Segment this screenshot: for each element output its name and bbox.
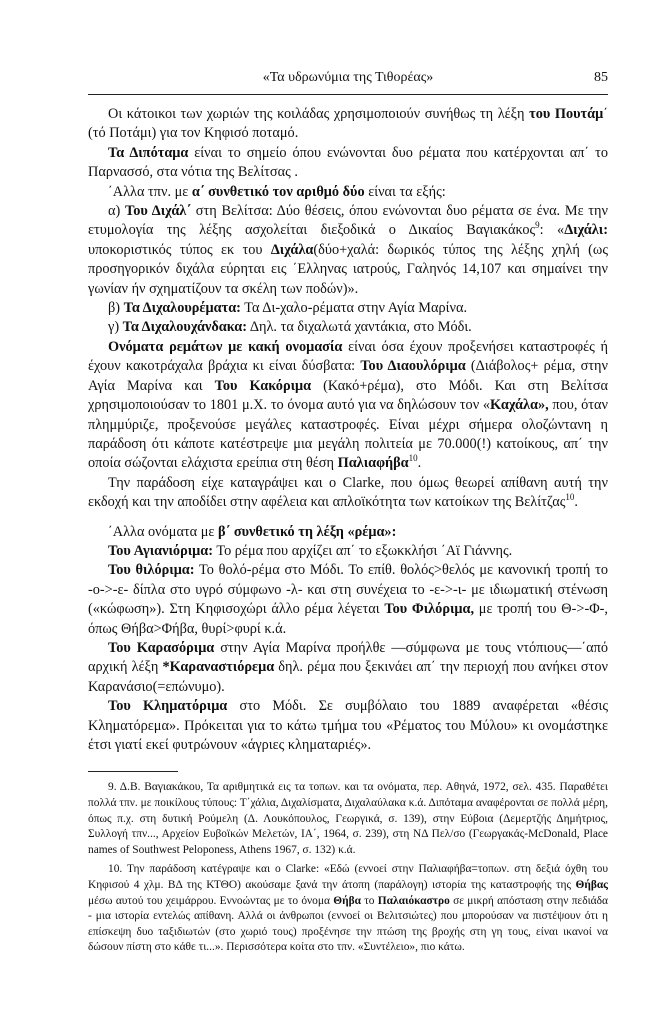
bold-term: Του Διχάλ΄	[124, 203, 192, 220]
bold-term: *Καραναστιόρεμα	[162, 659, 275, 676]
text-run: που, όταν πλημμύριζε, προξενούσε μεγάλες καταστροφές. Είναι μέχρι σήμερα ολοζώντανη η παράδοση ότι κάποτε κατέστρεψε μια μεγάλη πολιτεία με 70.000(!) κατοίκους, απ΄ την οποία σώζονται ελάχιστα ερείπια στη θέση	[88, 397, 608, 472]
paragraph	[88, 523, 608, 542]
text-run: γ)	[108, 319, 123, 336]
bold-term: β΄ συνθετικό τη λέξη «ρέμα»:	[217, 523, 397, 540]
bold-term: Ονόματα ρεμάτων με κακή ονομασία	[108, 338, 343, 355]
header-rule	[88, 94, 608, 95]
text-run: 9. Δ.Β. Βαγιακάκου, Τα αριθμητικά εις τα τοπων. και τα ονόματα, περ. Αθηνά, 1972, σελ. 435. Παραθέτει πολλά τπν. με ποικίλους τύπους: Τ΄χάλια, Διχαλίσματα, Διχαλαύλακα κ.ά. Διπόταμα αναφέρονται σε πολλά μέρη, όπως π.χ. στη δυτική Ρούμελη (Δ. Λουκόπουλος, Γεωργικά, σ. 139), στην Εύβοια (Δεμερτζής Δημήτριος, Συλλογή τπν..., Αρχείον Ευβοϊκών Μελετών, ΙΑ΄, 1964, σ. 239), στη ΝΔ Πελ/σο (Γεωργακάς-McDonald, Place names of Southwest Peloponess, Athens 1967, σ. 132) κ.ά.	[88, 781, 608, 856]
body-text	[88, 105, 608, 755]
paragraph	[88, 338, 608, 474]
text-run: ΄Αλλα ονόματα με	[108, 523, 218, 540]
paragraph	[88, 474, 608, 513]
bold-term: Του Καρασόριμα	[108, 639, 215, 656]
paragraph	[88, 183, 608, 202]
text-run: στη Βελίτσα: Δύο θέσεις, όπου ενώνονται δυο ρέματα σε ένα. Με την ετυμολογία της λέξης ασχολείται διεξοδικά ο Δικαίος Βαγιακάκος	[88, 203, 608, 239]
bold-term: του Πουτάμ	[529, 106, 604, 122]
running-head	[88, 70, 608, 92]
text-run: Το ρέμα που αρχίζει απ΄ το εξωκκλήσι ΄Αϊ Γιάννης.	[213, 542, 513, 559]
bold-term: Του Κληματόριμα	[108, 698, 228, 715]
text-run: .	[417, 455, 422, 472]
text-run: στο Μόδι. Σε συμβόλαιο του 1889 αναφέρεται «θέσις Κληματόρεμα». Πρόκειται για το κάτω τμήμα του «Ρέματος του Μύλου» κι ονομάστηκε έτσι γιατί εκεί φυτρώνουν «άγριες κληματαριές».	[88, 698, 608, 753]
paragraph	[88, 542, 608, 561]
page-number: 85	[594, 70, 608, 85]
text-run: είναι όσα έχουν προξενήσει καταστροφές ή έχουν κακοτράχαλα βράχια κι είναι δύσβατα:	[88, 338, 608, 375]
bold-term: Του Αγιανιόριμα:	[108, 542, 214, 559]
text-run: το	[360, 894, 378, 907]
text-run: Οι κάτοικοι των χωριών της κοιλάδας χρησιμοποιούν συνήθως τη λέξη	[108, 106, 530, 122]
bold-term: Του Διαουλόριμα	[360, 358, 466, 375]
text-run: στην Αγία Μαρίνα προήλθε —σύμφωνα με τους ντόπιους—΄από αρχική λέξη	[88, 639, 608, 676]
text-run: είναι το σημείο όπου ενώνονται δυο ρέματα που κατέρχονται απ΄ το Παρνασσό, στα νότια της Βελίτσας .	[88, 144, 608, 181]
text-run: ΄ (τό Ποτάμι) για τον Κηφισό ποταμό.	[88, 106, 608, 142]
paragraph	[88, 697, 608, 755]
page	[88, 70, 608, 960]
text-run: Τα Δι-χαλο-ρέματα στην Αγία Μαρίνα.	[240, 300, 468, 317]
running-head-title: «Τα υδρωνύμια της Τιθορέας»	[262, 70, 434, 85]
footnote-rule	[88, 771, 178, 772]
paragraph	[88, 639, 608, 697]
paragraph	[88, 144, 608, 183]
text-run: Την παράδοση είχε καταγράψει και ο Clarke, που όμως θεωρεί απίθανη αυτή την εκδοχή και την αποδίδει στην αφέλεια και απλοϊκότητα των κατοίκων της Βελίτζας	[88, 474, 608, 511]
text-run: Δηλ. τα διχαλωτά χαντάκια, στο Μόδι.	[247, 319, 472, 336]
text-run: μέσω αυτού του χειμάρρου. Εννοώντας με το όνομα	[88, 894, 334, 907]
bold-term: Του Κακόριμα	[214, 377, 312, 394]
text-run: 10. Την παράδοση κατέγραψε και ο Clarke: «Εδώ (εννοεί στην Παλιαφήβα=τοπων. στη δεξιά όχθη του Κηφισού 4 χλμ. ΒΔ της ΚΤΘΟ) ακούσαμε ξανά την άτοπη (παράλογη) ιστορία της καταστροφής της	[88, 863, 608, 891]
paragraph	[88, 561, 608, 639]
text-run: (Διάβολος+ ρέμα, στην Αγία Μαρίνα και	[88, 358, 608, 394]
text-run: .	[574, 494, 578, 511]
bold-term: Τα Διχαλουρέματα:	[123, 300, 241, 317]
bold-term: Διχάλι:	[564, 222, 608, 239]
text-run: (Κακό+ρέμα), στο Μόδι. Και στη Βελίτσα χρησιμοποιούσαν το 1801 μ.Χ. το όνομα αυτό για να δηλώσουν τον «	[88, 377, 608, 414]
bold-term: Τα Διπόταμα	[108, 144, 189, 161]
text-run: ΄Αλλα τπν. με	[108, 183, 192, 200]
footnote	[88, 780, 608, 858]
text-run: με τροπή του Θ->-Φ-, όπως Θήβα>Φήβα, θυρί>φυρί κ.ά.	[88, 601, 608, 637]
bold-term: α΄ συνθετικό τον αριθμό δύο	[191, 183, 365, 200]
text-run: είναι τα εξής:	[364, 183, 446, 200]
bold-term: Θήβας	[575, 878, 608, 891]
footnotes	[88, 780, 608, 956]
bold-term: Διχάλα	[270, 241, 314, 258]
bold-term: Παλιαφήβα	[337, 455, 409, 472]
text-run: Το θολό-ρέμα στο Μόδι. Το επίθ. θολός>θελός με κανονική τροπή το -ο->-ε- δίπλα στο υγρό σύμφωνο -λ- και στη συνέχεια το -ε->-ι- με ιδιωματική στένωση («κώφωση»). Στη Κηφισοχώρι άλλο ρέμα λέγεται	[88, 562, 608, 618]
bold-term: Παλαιόκαστρο	[377, 894, 450, 907]
text-run: υποκοριστικός τύπος εκ του	[88, 241, 271, 258]
text-run: δηλ. ρέμα που ξεκινάει απ΄ την περιοχή που ανήκει στον Καρανάσιο(=επώνυμο).	[88, 659, 608, 695]
paragraph	[88, 318, 608, 337]
text-run: α)	[108, 203, 125, 220]
paragraph	[88, 105, 608, 144]
bold-term: Καχάλα»,	[490, 397, 549, 414]
paragraph	[88, 299, 608, 318]
text-run: β)	[108, 300, 124, 317]
bold-term: Του θιλόριμα:	[108, 562, 195, 579]
text-run: (δύο+χαλά: δωρικός τύπος της λέξης χηλή (ως προσηγορικόν διχάλα εύρηται εις ΄Ελληνας ιατρούς, Γαληνός 14,107 και σημαίνει την γωνίαν ήν σχηματίζουν τα σκέλη των ποδών)».	[88, 241, 608, 297]
paragraph	[88, 202, 608, 299]
text-run: : «	[539, 222, 565, 239]
footnote-ref: 10	[408, 453, 418, 464]
footnote-ref: 9	[535, 220, 540, 231]
footnote-ref: 10	[565, 492, 575, 503]
bold-term: Τα Διχαλουχάνδακα:	[122, 319, 248, 336]
footnote	[88, 862, 608, 956]
bold-term: Θήβα	[333, 894, 361, 907]
bold-term: Του Φιλόριμα,	[384, 601, 475, 618]
text-run: σε μικρή απόσταση στην πεδιάδα - μια ιστορία εντελώς απίθανη. Αλλά οι άνθρωποι (εννοεί οι Βελιτσιώτες) που μπορούσαν να πιστέψουν ότι η επίσκεψη δυο ταξιδιωτών (στο χωριό τους) προξένησε την πτώση της βροχής στη γη τους, είναι ικανοί να δώσουν πίστη στο κάθε τι...». Περισσότερα κοίτα στο τπν. «Συντέλειο», πιο κάτω.	[88, 894, 608, 954]
